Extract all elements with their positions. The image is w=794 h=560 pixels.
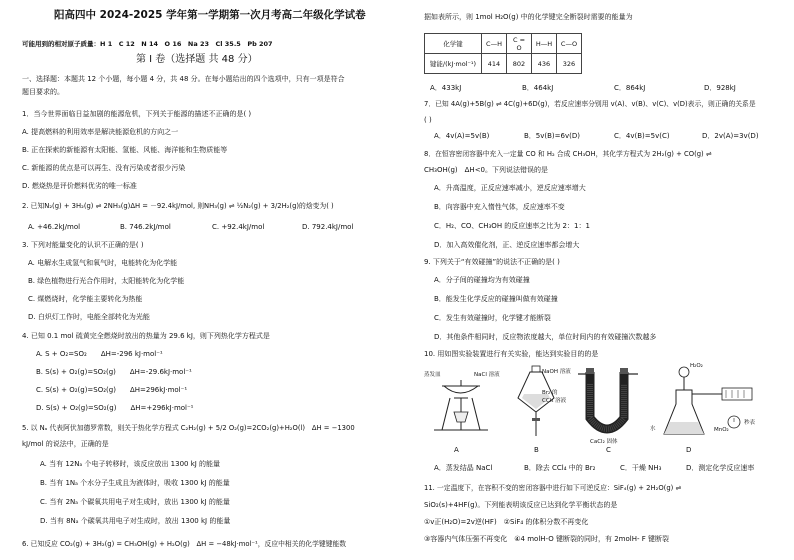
option-a[interactable]: A．升高温度，正反应速率减小，逆反应速率增大 bbox=[434, 184, 586, 192]
option-c[interactable]: C．864kJ bbox=[614, 84, 646, 92]
option-c[interactable]: C．H₂、CO、CH₃OH 的反应速率之比为 2：1：1 bbox=[434, 222, 590, 230]
option-d[interactable]: D. S(s) + O₂(g)=SO₂(g) ΔH=+296kJ·mol⁻¹ bbox=[36, 404, 194, 412]
option-d[interactable]: D．928kJ bbox=[704, 84, 736, 92]
separatory-funnel-figure bbox=[510, 364, 566, 444]
question-stem: 3. 下列对能量变化的认识不正确的是( ) bbox=[22, 241, 144, 249]
option-c[interactable]: C．发生有效碰撞时，化学键才能断裂 bbox=[434, 314, 551, 322]
option-d[interactable]: D. 燃烧热是评价燃料优劣的唯一标准 bbox=[22, 182, 137, 190]
option-c[interactable]: C. 当有 2Nₐ 个碳氧共用电子对生成时，放出 1300 kJ 的能量 bbox=[40, 498, 230, 506]
option-b[interactable]: B. 746.2kJ/mol bbox=[120, 223, 171, 231]
question-stem: 10. 用如图实验装置进行有关实验，能达到实验目的的是 bbox=[424, 350, 599, 358]
option-a[interactable]: A．分子间的碰撞均为有效碰撞 bbox=[434, 276, 530, 284]
table-header-cell: 化学键 bbox=[425, 34, 482, 54]
option-b[interactable]: B．464kJ bbox=[522, 84, 554, 92]
option-d[interactable]: D．测定化学反应速率 bbox=[686, 464, 755, 472]
instruction-line-2: 题目要求的。 bbox=[22, 88, 64, 96]
table-row bbox=[425, 54, 582, 74]
option-d[interactable]: D. 792.4kJ/mol bbox=[302, 223, 354, 231]
figure-label: Br₂ 的 bbox=[542, 390, 558, 396]
option-a[interactable]: A. 提高燃料的利用效率是解决能源危机的方向之一 bbox=[22, 128, 179, 136]
option-a[interactable]: A. 电解水生成氢气和氧气时，电能转化为化学能 bbox=[28, 259, 178, 267]
condition-list: ①v正(H₂O)=2v逆(HF) ②SiF₄ 的体积分数不再变化 bbox=[424, 518, 589, 526]
option-c[interactable]: C. S(s) + O₂(g)=SO₂(g) ΔH=296kJ·mol⁻¹ bbox=[36, 386, 188, 394]
table-cell: 326 bbox=[557, 54, 582, 74]
table-header-cell: C—O bbox=[557, 34, 582, 54]
question-stem-cont: 据如表所示，则 1mol H₂O(g) 中的化学键完全断裂时需要的能量为 bbox=[424, 13, 633, 21]
table-cell: 414 bbox=[482, 54, 507, 74]
table-header-cell: C—H bbox=[482, 34, 507, 54]
table-cell: 802 bbox=[507, 54, 532, 74]
table-cell: 436 bbox=[532, 54, 557, 74]
option-c[interactable]: C. 煤燃烧时，化学能主要转化为热能 bbox=[28, 295, 143, 303]
option-b[interactable]: B. 正在探索的新能源有太阳能、氢能、风能、海洋能和生物质能等 bbox=[22, 146, 228, 154]
figure-label: 水 bbox=[650, 426, 656, 432]
option-a[interactable]: A. 当有 12Nₐ 个电子转移时，该反应放出 1300 kJ 的能量 bbox=[40, 460, 221, 468]
option-b[interactable]: B．5v(B)=6v(D) bbox=[524, 132, 580, 140]
question-stem-cont: SiO₂(s)+4HF(g)。下列能表明该反应已达到化学平衡状态的是 bbox=[424, 501, 618, 509]
figure-label: NaCl 溶液 bbox=[474, 372, 500, 378]
option-d[interactable]: D．加入高效催化剂，正、逆反应速率都会增大 bbox=[434, 241, 580, 249]
option-b[interactable]: B. 绿色植物进行光合作用时，太阳能转化为化学能 bbox=[28, 277, 185, 285]
question-stem: 1．当今世界面临日益加剧的能源危机，下列关于能源的描述不正确的是( ) bbox=[22, 110, 252, 118]
exam-title: 阳高四中 2024-2025 学年第一学期第一次月考高二年级化学试卷 bbox=[54, 9, 366, 21]
atomic-masses: 可能用到的相对原子质量：H 1 C 12 N 14 O 16 Na 23 Cl 35.5 Pb 207 bbox=[22, 40, 273, 48]
option-c[interactable]: C. +92.4kJ/mol bbox=[212, 223, 265, 231]
option-a[interactable]: A. +46.2kJ/mol bbox=[28, 223, 81, 231]
option-b[interactable]: B. 当有 1Nₐ 个水分子生成且为液体时，吸收 1300 kJ 的能量 bbox=[40, 479, 230, 487]
option-b[interactable]: B．能发生化学反应的碰撞叫做有效碰撞 bbox=[434, 295, 558, 303]
figure-letter: B bbox=[534, 446, 539, 454]
figure-label: CaCl₂ 固体 bbox=[590, 439, 618, 445]
option-a[interactable]: A．433kJ bbox=[430, 84, 462, 92]
option-c[interactable]: C. 新能源的优点是可以再生、没有污染或者很少污染 bbox=[22, 164, 186, 172]
table-row-label: 键能/(kJ·mol⁻¹) bbox=[425, 54, 482, 74]
question-stem: 6. 已知反应 CO₂(g) + 3H₂(g) = CH₃OH(g) + H₂O(g) ΔH = −48kJ·mol⁻¹，反应中相关的化学键键能数 bbox=[22, 540, 347, 548]
figure-label: 秒表 bbox=[744, 420, 756, 426]
question-stem: 8．在恒容密闭容器中充入一定量 CO 和 H₂ 合成 CH₃OH，其化学方程式为 2H₂(g) + CO(g) ⇌ bbox=[424, 150, 712, 158]
figure-label: H₂O₂ bbox=[690, 363, 703, 369]
figure-letter: D bbox=[686, 446, 692, 454]
condition-list: ③容器内气体压强不再变化 ④4 molH-O 键断裂的同时，有 2molH- F 键断裂 bbox=[424, 535, 669, 543]
bond-energy-table bbox=[424, 33, 582, 74]
option-b[interactable]: B．向容器中充入惰性气体，反应速率不变 bbox=[434, 203, 565, 211]
option-a[interactable]: A．蒸发结晶 NaCl bbox=[434, 464, 493, 472]
question-stem-cont: CH₃OH(g) ΔH<0。下列说法错误的是 bbox=[424, 166, 549, 174]
question-stem: 7．已知 4A(g)+5B(g) ⇌ 4C(g)+6D(g)，若反应速率分别用 v(A)、v(B)、v(C)、v(D)表示，则正确的关系是 bbox=[424, 100, 756, 108]
u-tube-drying-figure bbox=[574, 364, 644, 444]
option-a[interactable]: A. S + O₂=SO₂ ΔH=-296 kJ·mol⁻¹ bbox=[36, 350, 163, 358]
figure-label: NaOH 溶液 bbox=[542, 369, 571, 375]
instruction-line-1: 一、选择题：本题共 12 个小题，每小题 4 分，共 48 分。在每小题给出的四个选项中，只有一项是符合 bbox=[22, 75, 345, 83]
option-c[interactable]: C．干燥 NH₃ bbox=[620, 464, 662, 472]
option-d[interactable]: D. 白炽灯工作时，电能全部转化为光能 bbox=[28, 313, 150, 321]
question-stem-cont: kJ/mol 的说法中，正确的是 bbox=[22, 440, 109, 448]
figure-letter: A bbox=[454, 446, 459, 454]
table-header-cell: C = O bbox=[507, 34, 532, 54]
figure-label: 蒸发皿 bbox=[424, 372, 441, 378]
option-d[interactable]: D．2v(A)=3v(D) bbox=[702, 132, 759, 140]
table-header-cell: H—H bbox=[532, 34, 557, 54]
question-stem: 11. 一定温度下，在容积不变的密闭容器中进行如下可逆反应：SiF₄(g) + 2H₂O(g) ⇌ bbox=[424, 484, 682, 492]
figure-label: CCl₄ 溶液 bbox=[542, 398, 567, 404]
question-stem: 4. 已知 0.1 mol 硫黄完全燃烧时放出的热量为 29.6 kJ，则下列热化学方程式是 bbox=[22, 332, 270, 340]
table-row bbox=[425, 34, 582, 54]
question-stem: 9. 下列关于“有效碰撞”的说法不正确的是( ) bbox=[424, 258, 560, 266]
option-d[interactable]: D. 当有 8Nₐ 个碳氧共用电子对生成时，放出 1300 kJ 的能量 bbox=[40, 517, 231, 525]
figure-letter: C bbox=[606, 446, 611, 454]
reaction-rate-apparatus-figure bbox=[650, 360, 770, 446]
option-d[interactable]: D．其他条件相同时，反应物浓度越大，单位时间内的有效碰撞次数越多 bbox=[434, 333, 657, 341]
figure-label: MnO₂ bbox=[714, 427, 729, 433]
question-paren: ( ) bbox=[424, 116, 432, 124]
option-b[interactable]: B．除去 CCl₄ 中的 Br₂ bbox=[524, 464, 596, 472]
question-stem: 5. 以 Nₐ 代表阿伏加德罗常数，则关于热化学方程式 C₂H₂(g) + 5/2 O₂(g)=2CO₂(g)+H₂O(l) ΔH = −1300 bbox=[22, 424, 355, 432]
section-title: 第 Ⅰ 卷（选择题 共 48 分） bbox=[136, 54, 258, 65]
option-a[interactable]: A．4v(A)=5v(B) bbox=[434, 132, 490, 140]
question-stem: 2. 已知N₂(g) + 3H₂(g) ⇌ 2NH₃(g)ΔH = －92.4kJ/mol, 则NH₃(g) ⇌ ½N₂(g) + 3/2H₂(g)的焓变为( ) bbox=[22, 202, 334, 210]
option-c[interactable]: C．4v(B)=5v(C) bbox=[614, 132, 670, 140]
option-b[interactable]: B. S(s) + O₂(g)=SO₂(g) ΔH=-29.6kJ·mol⁻¹ bbox=[36, 368, 192, 376]
